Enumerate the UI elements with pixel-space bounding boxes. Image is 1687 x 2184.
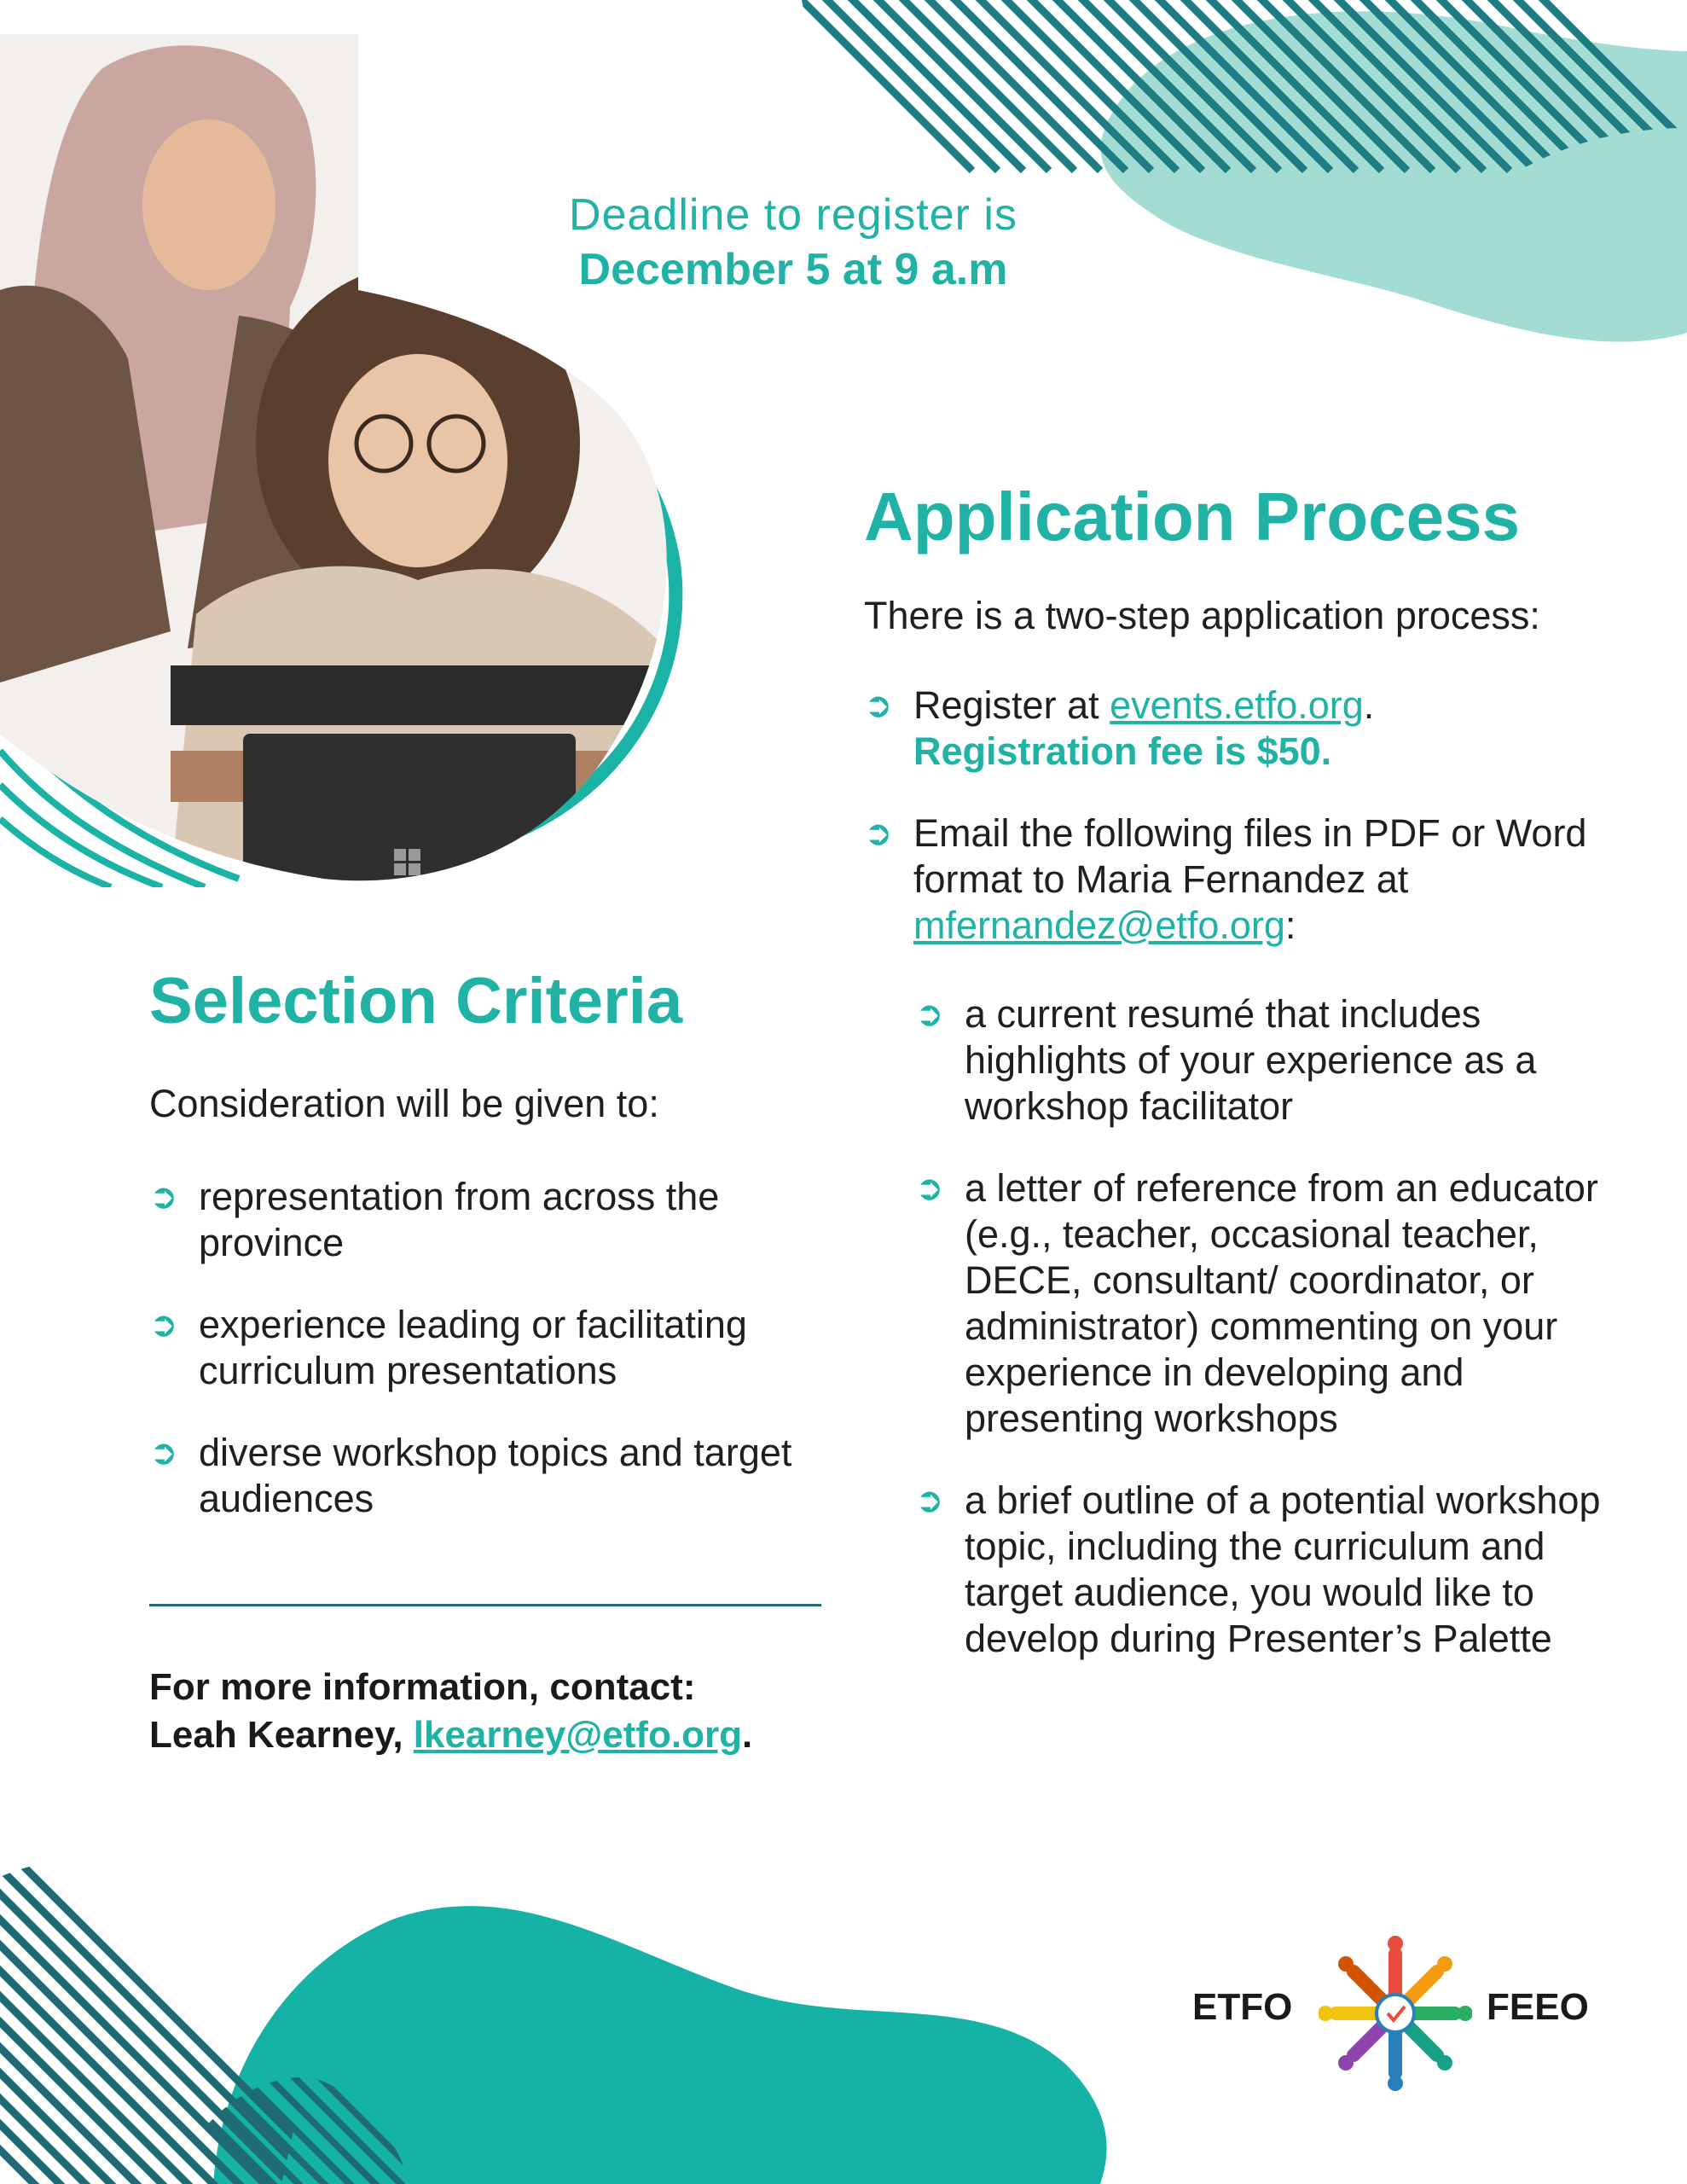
selection-criteria-heading: Selection Criteria (149, 965, 683, 1037)
registration-fee: Registration fee is $50. (913, 729, 1332, 773)
logo-text-etfo: ETFO (1192, 1986, 1293, 2028)
arrow-bullet-icon: ➲ (149, 1178, 178, 1216)
arrow-bullet-icon: ➲ (149, 1434, 178, 1472)
lkearney-email-link[interactable]: lkearney@etfo.org (413, 1714, 743, 1756)
contact-label: For more information, contact: (149, 1666, 696, 1708)
list-item (915, 991, 1632, 1130)
document-item: a current resumé that includes highlights of your experience as a workshop facilitator (965, 992, 1537, 1128)
step1-suffix: . (1363, 683, 1375, 727)
contact-block (149, 1664, 752, 1759)
step2-text: Email the following files in PDF or Word format to Maria Fernandez at (913, 811, 1587, 901)
selection-intro: Consideration will be given to: (149, 1082, 659, 1125)
list-item (149, 1174, 849, 1266)
events-link[interactable]: events.etfo.org (1110, 683, 1364, 727)
list-item (915, 1165, 1632, 1442)
list-item (864, 810, 1632, 949)
circle-of-people-icon (1319, 1928, 1472, 2099)
step1-prefix: Register at (913, 683, 1110, 727)
list-item (864, 682, 1632, 775)
contact-name: Leah Kearney, (149, 1714, 414, 1756)
criterion-item: representation from across the province (199, 1175, 720, 1264)
application-process-heading: Application Process (864, 479, 1521, 555)
arrow-bullet-icon: ➲ (915, 1482, 944, 1519)
application-steps-list (864, 682, 1632, 985)
hero-photo (0, 34, 699, 887)
etfo-logo (1192, 1928, 1593, 2099)
required-documents-list (915, 991, 1632, 1698)
contact-suffix: . (742, 1714, 753, 1756)
mfernandez-email-link[interactable]: mfernandez@etfo.org (913, 903, 1285, 947)
document-item: a letter of reference from an educator (e.g., teacher, occasional teacher, DECE, consultant/ coordinator, or administrator) commenting on your experience in developing and presenting workshops (965, 1166, 1598, 1440)
arrow-bullet-icon: ➲ (864, 815, 893, 852)
criterion-item: experience leading or facilitating curriculum presentations (199, 1303, 747, 1392)
arrow-bullet-icon: ➲ (915, 1170, 944, 1207)
arrow-bullet-icon: ➲ (864, 687, 893, 724)
selection-criteria-list (149, 1174, 849, 1558)
list-item (149, 1302, 849, 1394)
divider (149, 1604, 821, 1606)
arrow-bullet-icon: ➲ (915, 996, 944, 1033)
logo-text-feeo: FEEO (1487, 1986, 1589, 2028)
contact-line (149, 1711, 752, 1759)
document-item: a brief outline of a potential workshop topic, including the curriculum and target audience, you would like to develop during Presenter’s Palette (965, 1478, 1601, 1660)
application-intro: There is a two-step application process: (864, 594, 1540, 637)
list-item (915, 1478, 1632, 1662)
deadline-date: December 5 at 9 a.m (578, 245, 1008, 294)
deadline-label: Deadline to register is (569, 190, 1017, 240)
arrow-bullet-icon: ➲ (149, 1306, 178, 1344)
deadline-block (478, 189, 1109, 295)
step2-suffix: : (1284, 903, 1296, 947)
criterion-item: diverse workshop topics and target audiences (199, 1431, 792, 1520)
list-item (149, 1430, 849, 1522)
